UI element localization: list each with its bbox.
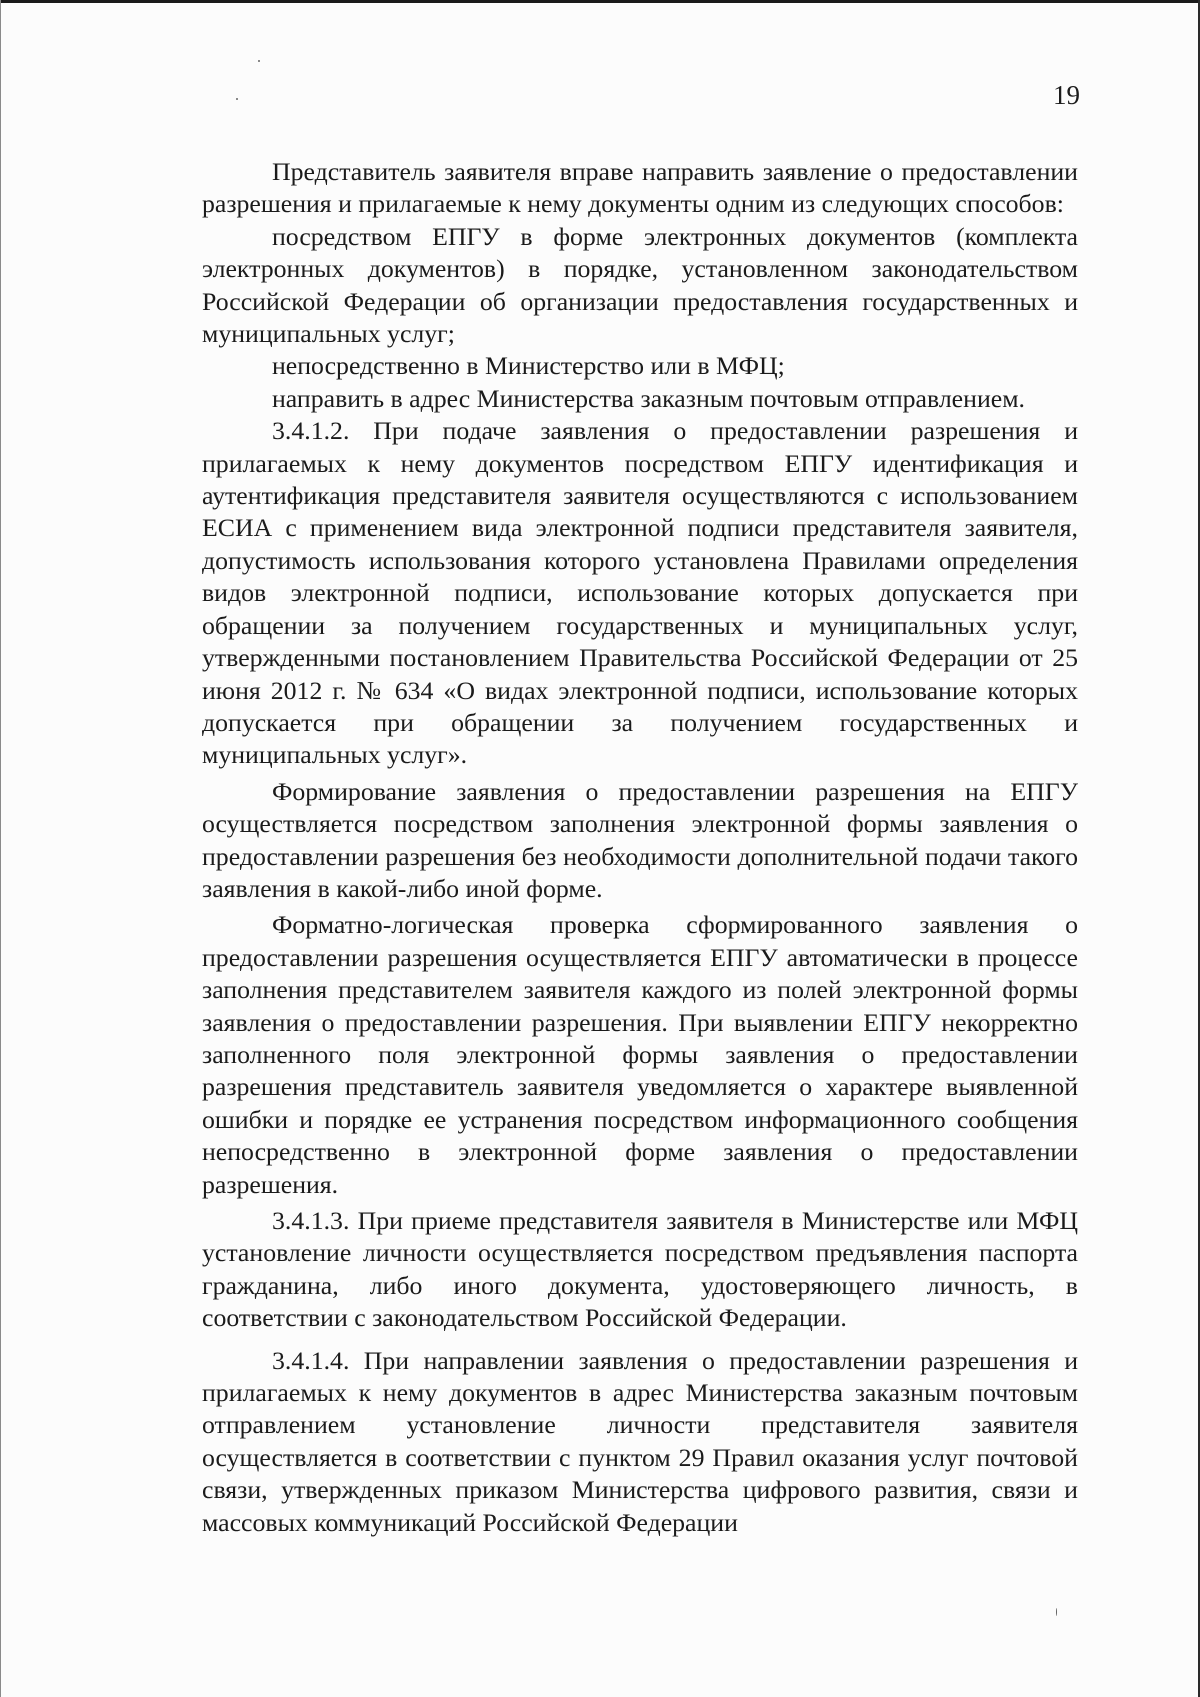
document-body — [202, 156, 1078, 1539]
paragraph: Представитель заявителя вправе направить заявление о предоставлении разрешения и прилагаемые к нему документы одним из следующих способов: — [202, 157, 1078, 219]
scan-speck — [236, 98, 238, 100]
paragraph: Формирование заявления о предоставлении разрешения на ЕПГУ осуществляется посредством заполнения электронной формы заявления о предоставлении разрешения без необходимости дополнительной подачи такого заявления в какой-либо иной форме. — [202, 776, 1078, 903]
scan-edge-left — [0, 0, 1, 1697]
paragraph: направить в адрес Министерства заказным почтовым отправлением. — [272, 383, 1025, 413]
paragraph: 3.4.1.2. При подаче заявления о предоставлении разрешения и прилагаемых к нему документов посредством ЕПГУ идентификация и аутентификация представителя заявителя осуществляются с использованием ЕСИА с применением вида электронной подписи представителя заявителя, допустимость использования которого установлена Правилами определения видов электронной подписи, использование которых допускается при обращении за получением государственных и муниципальных услуг, утвержденными постановлением Правительства Российской Федерации от 25 июня 2012 г. № 634 «О видах электронной подписи, использование которых допускается при обращении за получением государственных и муниципальных услуг». — [202, 416, 1078, 770]
scan-speck — [1056, 1608, 1057, 1616]
paragraph: 3.4.1.3. При приеме представителя заявителя в Министерстве или МФЦ установление личности осуществляется посредством предъявления паспорта гражданина, либо иного документа, удостоверяющего личность, в соответствии с законодательством Российской Федерации. — [202, 1206, 1078, 1333]
paragraph: посредством ЕПГУ в форме электронных документов (комплекта электронных документов) в порядке, установленном законодательством Российской Федерации об организации предоставления государственных и муниципальных услуг; — [202, 221, 1078, 349]
paragraph: Форматно-логическая проверка сформированного заявления о предоставлении разрешения осуществляется ЕПГУ автоматически в процессе заполнения представителем заявителя каждого из полей электронной формы заявления о предоставлении разрешения. При выявлении ЕПГУ некорректно заполненного поля электронной формы заявления о предоставлении разрешения представитель заявителя уведомляется о характере выявленной ошибки и порядке ее устранения посредством информационного сообщения непосредственно в электронной форме заявления о предоставлении разрешения. — [202, 910, 1078, 1199]
scan-speck — [258, 60, 260, 62]
scan-edge-top — [0, 0, 1200, 3]
page-number: 19 — [1053, 80, 1080, 110]
paragraph: непосредственно в Министерство или в МФЦ; — [272, 351, 785, 381]
paragraph: 3.4.1.4. При направлении заявления о предоставлении разрешения и прилагаемых к нему документов в адрес Министерства заказным почтовым отправлением установление личности представителя заявителя осуществляется в соответствии с пунктом 29 Правил оказания услуг почтовой связи, утвержденных приказом Министерства цифрового развития, связи и массовых коммуникаций Российской Федерации — [202, 1345, 1078, 1537]
